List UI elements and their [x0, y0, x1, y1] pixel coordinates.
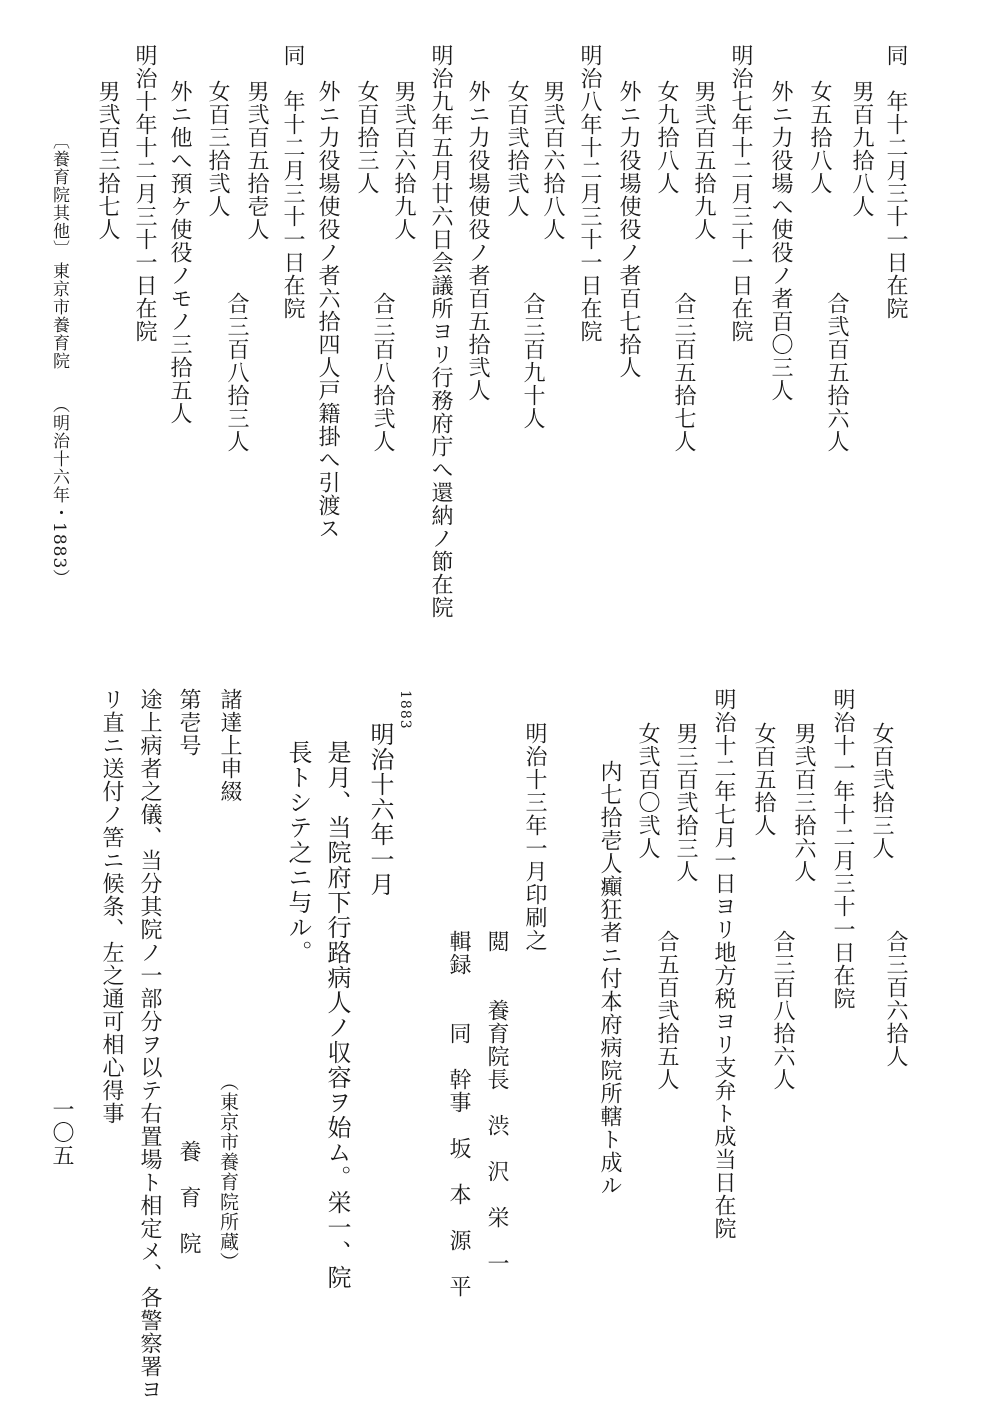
text-column: 男弐百五拾九人 [691, 80, 716, 241]
text-column: 外ニ力役場使役ノ者百五拾弐人 [465, 80, 490, 402]
text-column: 男弐百六拾九人 [391, 80, 416, 241]
text-column: 女百五拾人 [751, 722, 776, 837]
text-column: 明治七年十二月三十一日在院 [728, 44, 753, 343]
text-column: 明治十一年十二月三十一日在院 [830, 688, 855, 1010]
year-marker: 1883 [397, 690, 413, 730]
text-column: 長トシテ之ニ与ル。 [284, 740, 312, 965]
text-column: 男弐百五拾壱人 [244, 80, 269, 241]
text-column: 明治八年十二月三十一日在院 [577, 44, 602, 343]
text-column: 男弐百六拾八人 [540, 80, 565, 241]
text-column: 同 年十二月三十一日在院 [280, 44, 305, 320]
total-value: 合弐百五拾六人 [824, 292, 849, 453]
page-number: 一〇五 [49, 1098, 74, 1167]
text-column: 男三百弐拾三人 [673, 722, 698, 883]
total-value: 合三百八拾三人 [224, 292, 249, 453]
text-column: 女百三拾弐人 [205, 80, 230, 218]
text-column: 外ニ他へ預ケ使役ノモノ三拾五人 [167, 80, 192, 425]
credit-line: 閲 養育院長 渋 沢 栄 一 [484, 930, 509, 1275]
text-column: 女百弐拾三人 [869, 722, 894, 860]
text-column: 明治十二年七月一日ヨリ地方税ヨリ支弁ト成当日在院 [711, 688, 736, 1240]
total-value: 合三百九十人 [520, 292, 545, 430]
text-column: 男弐百三拾六人 [791, 722, 816, 883]
total-value: 合三百八拾六人 [770, 930, 795, 1091]
text-column: 同 年十二月三十一日在院 [883, 44, 908, 320]
total-value: 合三百五拾七人 [671, 292, 696, 453]
text-column: 第壱号 [176, 688, 201, 757]
text-column: 途上病者之儀、当分其院ノ一部分ヲ以テ右置場ト相定メ、各警察署ヨ [137, 688, 162, 1401]
text-column: 外ニ力役場へ使役ノ者百〇三人 [768, 80, 793, 402]
running-header-section: 〔養育院其他〕 [49, 132, 69, 258]
text-column: リ直ニ送付ノ筈ニ候条、左之通可相心得事 [99, 688, 124, 1125]
credit-line: 輯録 同 幹事 坂 本 源 平 [446, 930, 471, 1298]
total-value: 合五百弐拾五人 [654, 930, 679, 1091]
text-column: 女百弐拾弐人 [504, 80, 529, 218]
total-value: 合三百六拾人 [883, 930, 908, 1068]
source-note: （東京市養育院所蔵） [217, 1072, 239, 1272]
text-column: 男弐百三拾七人 [95, 80, 120, 241]
text-column: 男百九拾八人 [849, 80, 874, 218]
text-column: 是月、当院府下行路病人ノ収容ヲ始ム。栄一、院 [323, 740, 351, 1290]
print-note: 明治十三年一月印刷之 [522, 722, 547, 952]
signature-line: 養 育 院 [176, 1140, 201, 1255]
text-column: 明治九年五月廿六日会議所ヨリ行務府庁へ還納ノ節在院 [428, 44, 453, 619]
text-column: 明治十年十二月三十一日在院 [132, 44, 157, 343]
text-column: 外ニ力役場使役ノ者百七拾人 [616, 80, 641, 379]
text-column: 女五拾八人 [807, 80, 832, 195]
running-header-year: （明治十六年・1883） [49, 396, 69, 588]
total-value: 合三百八拾弐人 [370, 292, 395, 453]
text-column: 女百拾三人 [354, 80, 379, 195]
text-column: 女弐百〇弐人 [635, 722, 660, 860]
running-header-title: 東京市養育院 [49, 262, 69, 370]
text-column: 内七拾壱人癲狂者ニ付本府病院所轄ト成ル [597, 760, 622, 1197]
document-title: 諸達上申綴 [217, 688, 242, 803]
entry-heading: 明治十六年一月 [366, 722, 394, 897]
text-column: 女九拾八人 [654, 80, 679, 195]
text-column: 外ニ力役場使役ノ者六拾四人戸籍掛へ引渡ス [315, 80, 340, 540]
